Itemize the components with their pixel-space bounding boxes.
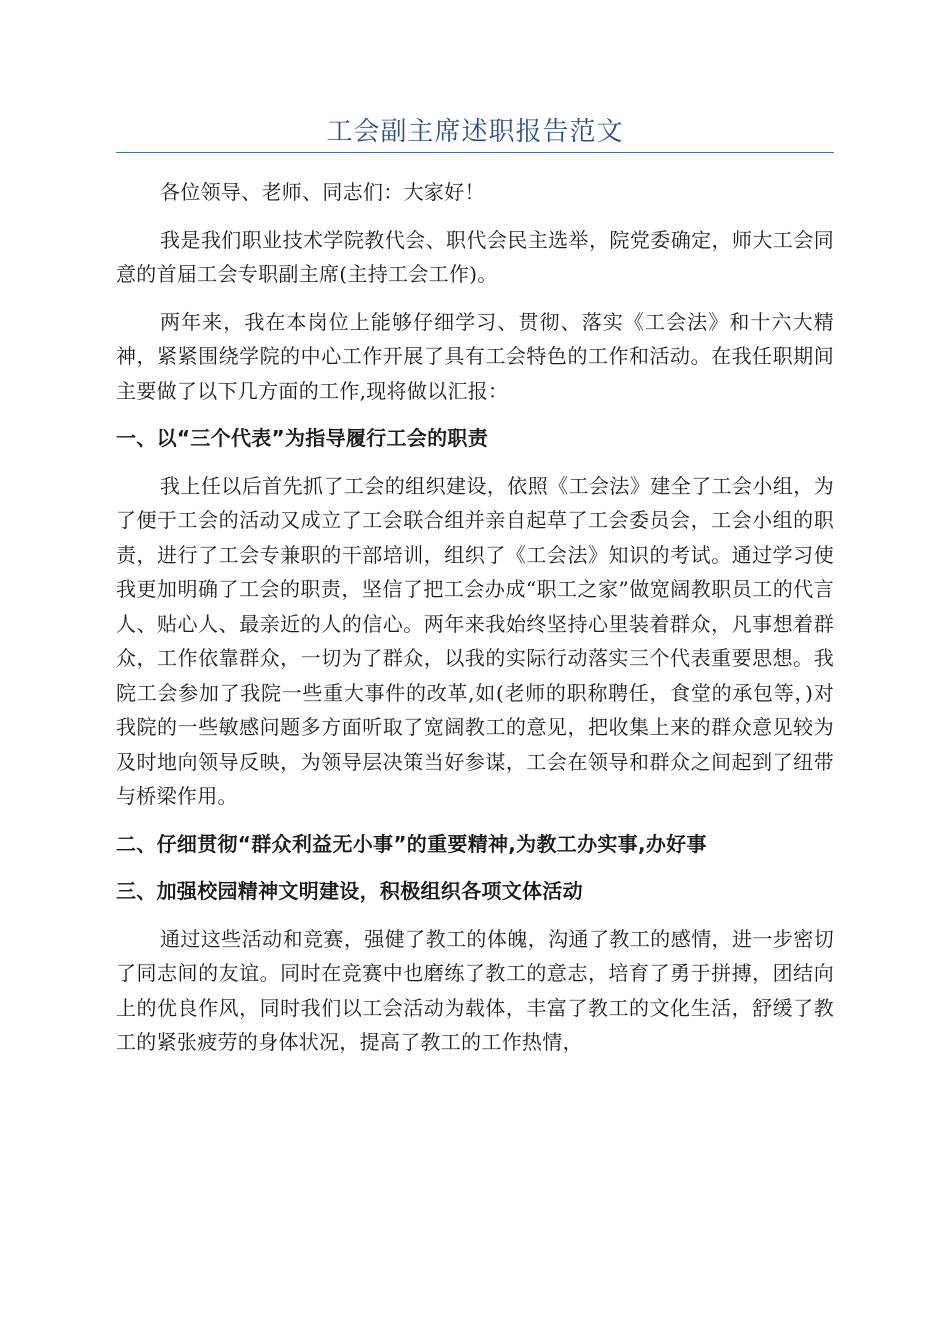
section-3-body: 通过这些活动和竞赛，强健了教工的体魄，沟通了教工的感情，进一步密切了同志间的友谊。同时在竞赛中也磨练了教工的意志，培育了勇于拼搏，团结向上的优良作风，同时我们以工会活动为载体，丰富了教工的文化生活，舒缓了教工的紧张疲劳的身体状况，提高了教工的工作热情， [116, 926, 834, 1054]
section-1-body: 我上任以后首先抓了工会的组织建设，依照《工会法》建全了工会小组，为了便于工会的活动又成立了工会联合组并亲自起草了工会委员会，工会小组的职责，进行了工会专兼职的干部培训，组织了《工会法》知识的考试。通过学习使我更加明确了工会的职责，坚信了把工会办成“职工之家”做宽阔教职员工的代言人、贴心人、最亲近的人的信心。两年来我始终坚持心里装着群众，凡事想着群众，工作依靠群众，一切为了群众，以我的实际行动落实三个代表重要思想。我院工会参加了我院一些重大事件的改革,如(老师的职称聘任，食堂的承包等，)对我院的一些敏感问题多方面听取了宽阔教工的意见，把收集上来的群众意见较为及时地向领导反映，为领导层决策当好参谋，工会在领导和群众之间起到了纽带与桥梁作用。 [116, 473, 834, 808]
section-2-heading: 二、仔细贯彻“群众利益无小事”的重要精神,为教工办实事,办好事 [116, 831, 707, 856]
intro-paragraph-1: 我是我们职业技术学院教代会、职代会民主选举，院党委确定，师大工会同意的首届工会专职副主席(主持工会工作)。 [116, 227, 834, 286]
document-title: 工会副主席述职报告范文 [326, 117, 624, 147]
section-3-heading: 三、加强校园精神文明建设，积极组织各项文体活动 [116, 879, 583, 903]
greeting-paragraph: 各位领导、老师、同志们：大家好！ [160, 180, 485, 204]
intro-paragraph-2: 两年来，我在本岗位上能够仔细学习、贯彻、落实《工会法》和十六大精神，紧紧围绕学院的中心工作开展了具有工会特色的工作和活动。在我任职期间主要做了以下几方面的工作,现将做以汇报： [116, 309, 834, 403]
section-1-heading: 一、以“三个代表”为指导履行工会的职责 [116, 426, 488, 450]
document-page [116, 112, 834, 1060]
